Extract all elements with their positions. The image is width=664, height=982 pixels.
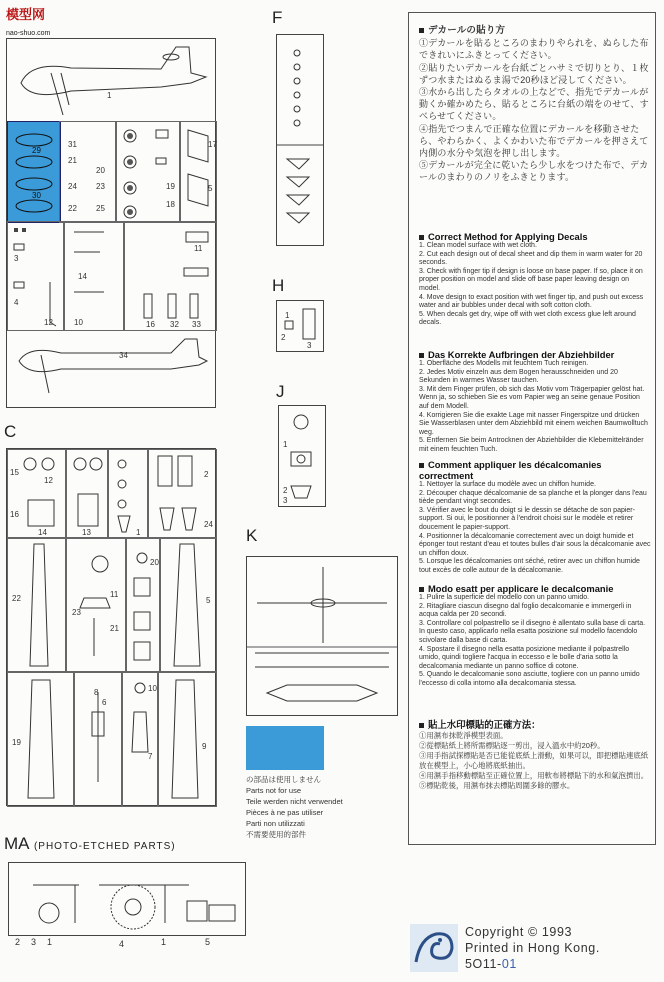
fuselage-part-2	[11, 331, 211, 405]
part-label: 1	[285, 311, 290, 320]
part-label: 14	[78, 272, 87, 281]
part-label: 3	[31, 937, 37, 947]
part-label: 15	[10, 468, 19, 477]
product-code-suffix: 01	[501, 957, 517, 971]
unused-line: 不需要使用的部件	[246, 830, 306, 839]
section-label-j: J	[276, 382, 285, 401]
it-step: 4. Spostare il disegno nella esatta posizione mediante il polpastrello umido, quindi togliere l'acqua in eccesso e le bolle d'aria sotto la decalcomania mediante un panno soffice di cotone.	[419, 645, 630, 670]
sprue-cell	[159, 537, 217, 673]
dragon-logo-icon	[410, 924, 458, 972]
part-label: 7	[148, 752, 153, 761]
part-label: 4	[14, 298, 19, 307]
part-label: 1	[107, 91, 112, 100]
part-label: 25	[96, 204, 105, 213]
decal-instructions-panel	[408, 12, 656, 845]
jp-title: デカールの貼り方	[428, 25, 506, 36]
jp-step: ③水から出したらタオルの上などで、指先でデカールが動くか確かめたら、貼るところに台紙の端をのせて、すべらせてください。	[419, 87, 649, 122]
part-label: 23	[96, 182, 105, 191]
de-step: 2. Jedes Motiv einzeln aus dem Bogen herausschneiden und 20 Sekunden in warmes Wasser tauchen.	[419, 368, 618, 385]
jp-step: ④指先でつまんで正確な位置にデカールを移動させたら、やわらかく、よくかわいた布でデカールを押さえて内側の水分や気泡を押し出します。	[419, 123, 649, 159]
printed-line: Printed in Hong Kong.	[465, 941, 600, 955]
it-step: 3. Controllare col polpastrello se il disegno è allentato sulla base di carta. In questo caso, applicarlo nella esatta posizione sul modello facendolo scivolare dalla base di carta.	[419, 619, 646, 644]
it-step: 2. Ritagliare ciascun disegno dal foglio decalcomanie e immergerli in acqua calda per 20 secondi.	[419, 602, 632, 619]
copyright-line: Copyright © 1993	[465, 925, 573, 939]
sprue-cell	[123, 221, 217, 331]
de-step: 4. Korrigieren Sie die exakte Lage mit nasser Fingerspitze und drücken Sie Wasserblasen unter dem Abziehbild mit einem weichen Baumwolltuch weg.	[419, 411, 648, 436]
sprue-frame-f	[276, 34, 324, 246]
part-label: 31	[68, 140, 77, 149]
part-label: 10	[148, 684, 157, 693]
unused-line: Teile werden nicht verwendet	[246, 797, 343, 806]
zh-step: ①用濕布抹乾淨模型表面。	[419, 731, 508, 740]
watermark-brand: 模型网	[6, 7, 46, 22]
sprue-cell	[73, 671, 123, 807]
part-label: 3	[307, 341, 312, 350]
part-label: 24	[68, 182, 77, 191]
fr-step: 5. Lorsque les décalcomanies ont séché, retirer avec un chiffon humide tout excès de colle autour de la décalcomanie.	[419, 558, 640, 574]
part-label: 5	[208, 184, 213, 193]
en-step: 3. Check with finger tip if design is loose on base paper. If so, place it on proper position on model and slide off base paper leaving design on model.	[419, 267, 643, 292]
part-label: 3	[283, 496, 288, 505]
part-label: 2	[15, 937, 21, 947]
part-label: 2	[281, 333, 286, 342]
part-label: 18	[166, 200, 175, 209]
zh-step: ②從標貼紙上將所需標貼逐一剪出，浸入溫水中約20秒。	[419, 741, 605, 750]
part-label: 29	[32, 146, 41, 155]
part-label: 21	[110, 624, 119, 633]
part-label: 13	[82, 528, 91, 537]
unused-parts-legend	[246, 774, 343, 840]
zh-instructions	[419, 717, 651, 791]
sprue-cell	[107, 449, 149, 539]
part-label: 1	[161, 937, 167, 947]
sprue-cell	[7, 449, 67, 539]
part-label: 17	[208, 140, 217, 149]
fr-step: 4. Positionner la décalcomanie correctement avec un doigt humide et éponger tout restant d'eau et toutes bulles d'air sous la décalcomanie avec un chiffon doux.	[419, 532, 651, 557]
part-label: 33	[192, 320, 201, 329]
sprue-cell	[147, 449, 217, 539]
en-step: 1. Clean model surface with wet cloth.	[419, 242, 537, 249]
sprue-cell	[7, 671, 75, 807]
en-title: Correct Method for Applying Decals	[428, 231, 588, 242]
sprue-cell	[179, 121, 217, 223]
fr-step: 3. Vérifier avec le bout du doigt si le dessin se détache de son papier-support. Si oui, le positionner à l'endroit choisi sur le modèle et retirer doucement le papier-support.	[419, 506, 635, 531]
part-label: 1	[47, 937, 53, 947]
part-label: 30	[32, 191, 41, 200]
part-label: 1	[136, 528, 141, 537]
it-step: 5. Quando le decalcomanie sono asciutte, togliere con un panno umido l'eccesso di colla intorno alla decalcomania stessa.	[419, 671, 640, 687]
unused-parts-swatch	[246, 726, 324, 770]
jp-step: ②貼りたいデカールを台紙ごとハサミで切りとり、１枚ずつ水またはぬるま湯で20秒ほど浸してください。	[419, 62, 649, 85]
watermark-logo	[6, 4, 50, 38]
sprue-frame-c	[6, 448, 216, 806]
sprue-frame-j	[278, 405, 326, 507]
part-label: 12	[44, 318, 53, 327]
unused-line: Pièces à ne pas utiliser	[246, 808, 324, 817]
jp-step: ①デカールを貼るところのまわりやられを、ぬらした布できれいにふきとってください。	[419, 38, 649, 61]
en-instructions	[419, 231, 651, 328]
part-label: 2	[283, 486, 288, 495]
de-step: 5. Entfernen Sie beim Antrocknen der Abziehbilder die Klebemittelränder mit einem feuchten Tuch.	[419, 437, 644, 453]
sprue-cell	[63, 221, 125, 331]
sprue-frame-ma	[8, 862, 246, 949]
zh-title: 貼上水印標貼的正確方法：	[428, 719, 541, 730]
part-label: 8	[94, 688, 99, 697]
sprue-cell	[125, 537, 161, 673]
fr-step: 2. Découper chaque décalcomanie de sa planche et la plonger dans l'eau tiède pendant vingt secondes.	[419, 489, 647, 506]
sprue-cell	[157, 671, 217, 807]
sprue-cell	[59, 121, 117, 223]
fuselage-part-1	[11, 43, 211, 123]
fr-title: Comment appliquer les décalcomanies correctment	[419, 459, 602, 481]
part-label: 16	[10, 510, 19, 519]
part-label: 32	[170, 320, 179, 329]
fr-instructions	[419, 459, 651, 576]
it-title: Modo esatt per applicare le decalcomanie	[428, 583, 614, 594]
section-label-k: K	[246, 526, 258, 545]
part-label: 21	[68, 156, 77, 165]
en-step: 2. Cut each design out of decal sheet and dip them in warm water for 20 seconds.	[419, 250, 643, 267]
sprue-cell	[65, 449, 109, 539]
en-step: 5. When decals get dry, wipe off with wet cloth excess glue left around decals.	[419, 310, 636, 327]
zh-step: ③用手指試探標貼是否已能從底紙上滑動，如果可以，即把標貼連底紙放在模型上，小心地將底紙抽出。	[419, 751, 649, 770]
part-label: 5	[205, 937, 211, 947]
sprue-frame-h	[276, 300, 324, 352]
part-label: 12	[44, 476, 53, 485]
sprue-cell	[7, 537, 67, 673]
part-label: 10	[74, 318, 83, 327]
part-label: 9	[202, 742, 207, 751]
watermark-url: nao-shuo.com	[6, 30, 51, 37]
part-label: 19	[12, 738, 21, 747]
sprue-frame-k	[246, 556, 398, 716]
part-label: 11	[110, 590, 119, 599]
sprue-cell	[65, 537, 127, 673]
zh-step: ④用濕手指移動標貼至正確位置上，用軟布將標貼下的水和氣泡擠出。	[419, 771, 649, 780]
part-label: 34	[119, 351, 128, 360]
ma-title: MA	[4, 834, 30, 853]
fr-step: 1. Nettoyer la surface du modèle avec un chiffon humide.	[419, 481, 596, 488]
copyright-block	[465, 924, 600, 972]
part-label: 14	[38, 528, 47, 537]
en-step: 4. Move design to exact position with wet finger tip, and push out excess water and air bubbles under decal with soft cotton cloth.	[419, 293, 644, 310]
de-title: Das Korrekte Aufbringen der Abziehbilder	[428, 349, 615, 360]
part-label: 3	[14, 254, 19, 263]
part-label: 19	[166, 182, 175, 191]
de-instructions	[419, 349, 651, 455]
clear-parts-highlight	[7, 121, 61, 223]
section-label-f: F	[272, 8, 283, 27]
product-code-prefix: 5O11-	[465, 957, 502, 971]
sprue-cell	[7, 221, 65, 331]
part-label: 23	[72, 608, 81, 617]
jp-instructions	[419, 25, 651, 184]
sprue-frame-top	[6, 38, 216, 408]
unused-line: Parts not for use	[246, 786, 302, 795]
part-label: 20	[150, 558, 159, 567]
part-label: 4	[119, 939, 125, 949]
section-label-c: C	[4, 422, 17, 441]
ma-subtitle: (PHOTO-ETCHED PARTS)	[33, 841, 176, 852]
sprue-cell	[115, 121, 181, 223]
part-label: 16	[146, 320, 155, 329]
part-label: 22	[12, 594, 21, 603]
part-label: 6	[102, 698, 107, 707]
part-label: 22	[68, 204, 77, 213]
section-label-ma	[4, 834, 176, 854]
unused-line: Parti non utilizzati	[246, 819, 305, 828]
jp-step: ⑤デカールが完全に乾いたら少し水をつけた布で、デカールのまわりのノリをふきとります。	[419, 160, 649, 183]
it-instructions	[419, 583, 651, 689]
part-label: 2	[204, 470, 209, 479]
de-step: 3. Mit dem Finger prüfen, ob sich das Motiv vom Trägerpapier gelöst hat. Wenn ja, so schieben Sie es vom Papier weg an seine genaue Position auf dem Modell.	[419, 385, 645, 410]
product-code	[465, 956, 600, 972]
unused-line: の部品は使用しません	[246, 775, 321, 784]
it-step: 1. Pulire la superficie del modello con un panno umido.	[419, 594, 590, 601]
section-label-h: H	[272, 276, 285, 295]
part-label: 20	[96, 166, 105, 175]
part-label: 11	[194, 244, 203, 253]
part-label: 24	[204, 520, 213, 529]
part-label: 1	[283, 440, 288, 449]
part-label: 5	[206, 596, 211, 605]
de-step: 1. Oberfläche des Modells mit feuchtem Tuch reinigen.	[419, 360, 589, 367]
sprue-cell	[121, 671, 159, 807]
zh-step: ⑤標貼乾後，用濕布抹去標貼周圍多餘的膠水。	[419, 781, 575, 790]
